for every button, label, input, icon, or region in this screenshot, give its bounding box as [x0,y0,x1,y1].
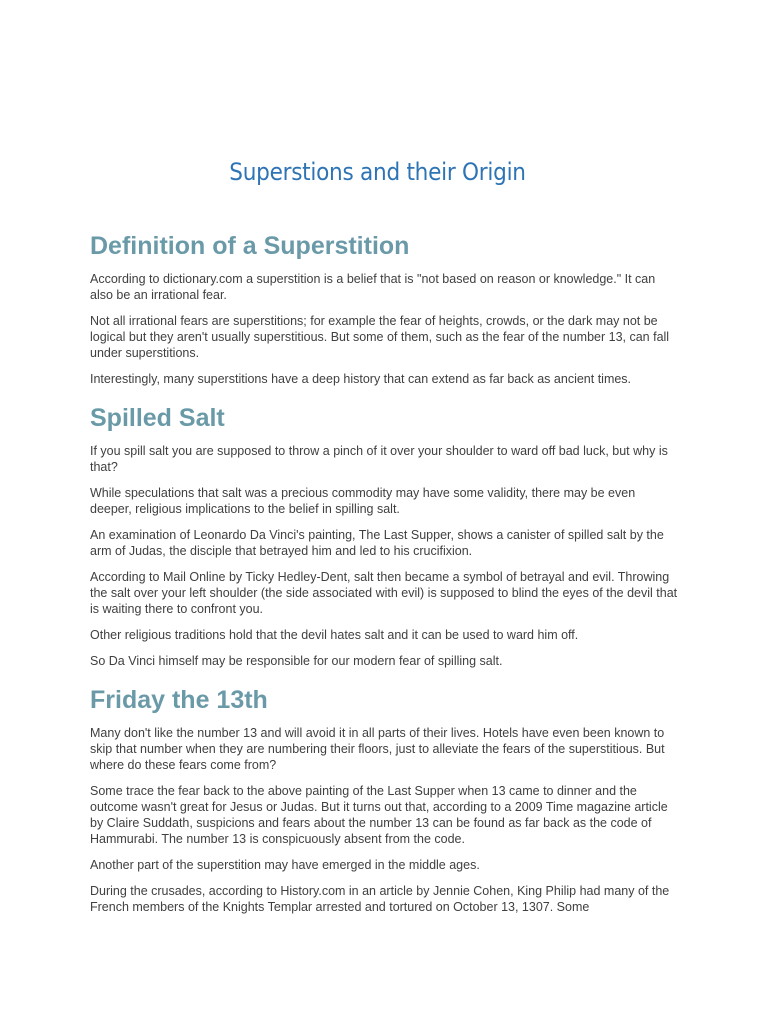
document-title: Superstions and their Origin [229,158,526,186]
paragraph: If you spill salt you are supposed to throw a pinch of it over your shoulder to ward off bad luck, but why is that? [90,444,668,474]
paragraph: Some trace the fear back to the above painting of the Last Supper when 13 came to dinner and the outcome wasn't great for Jesus or Judas. But it turns out that, according to a 2009 Time magazine article by Claire Suddath, suspicions and fears about the number 13 can be found as far back as the code of Hammurabi. The number 13 is conspicuously absent from the code. [90,784,668,846]
document-body [90,230,680,925]
paragraph: Not all irrational fears are superstitions; for example the fear of heights, crowds, or the dark may not be logical but they aren't usually superstitious. But some of them, such as the fear of the number 13, can fall under superstitions. [90,314,670,360]
paragraph: So Da Vinci himself may be responsible for our modern fear of spilling salt. [90,654,503,668]
paragraph: Other religious traditions hold that the devil hates salt and it can be used to ward him off. [90,628,579,642]
section-heading: Friday the 13th [90,686,268,714]
paragraph: According to Mail Online by Ticky Hedley-Dent, salt then became a symbol of betrayal and evil. Throwing the salt over your left shoulder (the side associated with evil) is supposed to blind the eyes of the devil that is waiting there to confront you. [90,570,678,616]
section-heading: Spilled Salt [90,404,225,432]
paragraph: Interestingly, many superstitions have a deep history that can extend as far back as ancient times. [90,372,632,386]
section-heading: Definition of a Superstition [90,232,410,260]
paragraph: Another part of the superstition may have emerged in the middle ages. [90,858,480,872]
paragraph: While speculations that salt was a precious commodity may have some validity, there may be even deeper, religious implications to the belief in spilling salt. [90,486,636,516]
section-definition [90,230,680,387]
paragraph: An examination of Leonardo Da Vinci's painting, The Last Supper, shows a canister of spilled salt by the arm of Judas, the disciple that betrayed him and led to his crucifixion. [90,528,664,558]
paragraph: According to dictionary.com a superstition is a belief that is "not based on reason or knowledge." It can also be an irrational fear. [90,272,656,302]
paragraph: Many don't like the number 13 and will avoid it in all parts of their lives. Hotels have even been known to skip that number when they are numbering their floors, just to alleviate the fears of the superstitious. But where do these fears come from? [90,726,665,772]
section-spilled-salt [90,402,680,669]
section-friday-13th [90,684,680,915]
paragraph: During the crusades, according to History.com in an article by Jennie Cohen, King Philip had many of the French members of the Knights Templar arrested and tortured on October 13, 1307. Some [90,884,670,914]
